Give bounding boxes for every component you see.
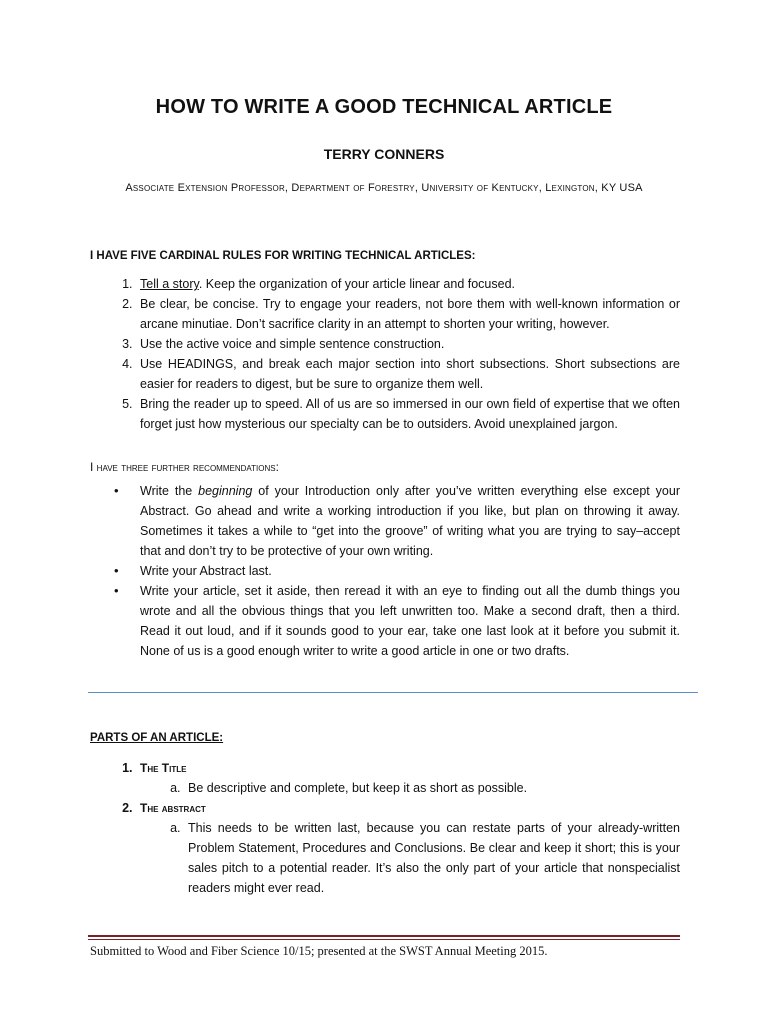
author-name: TERRY CONNERS bbox=[323, 146, 445, 162]
rule-text: Use HEADINGS, and break each major section into short subsections. Short subsections are easier for readers to digest, but be sure to organize them well. bbox=[140, 357, 680, 391]
rec-text: Write your article, set it aside, then reread it with an eye to finding out all the dumb things you wrote and all the obvious things that you left unwritten too. Make a second draft, then a third. Read it out loud, and if it sounds good to your ear, take one last look at it before you submit it. None of us is a good enough writer to write a good article in one or two drafts. bbox=[140, 584, 680, 658]
article-title: HOW TO WRITE A GOOD TECHNICAL ARTICLE bbox=[155, 96, 613, 118]
part-title: The Title bbox=[140, 761, 187, 775]
list-item bbox=[136, 758, 680, 798]
list-item bbox=[136, 334, 680, 354]
list-item bbox=[136, 274, 680, 294]
part-title: The abstract bbox=[140, 801, 206, 815]
list-item bbox=[136, 581, 680, 661]
sub-item-text: This needs to be written last, because you can restate parts of your already-written Problem Statement, Procedures and Conclusions. Be clear and keep it short; this is your sales pitch to a potential reader. It’s also the only part of your article that nonspecialist readers might ever read. bbox=[188, 821, 680, 895]
rule-text: Be clear, be concise. Try to engage your readers, not bore them with well-known information or arcane minutiae. Don’t sacrifice clarity in an attempt to shorten your writing, however. bbox=[140, 297, 680, 331]
rec-text: of your Introduction only after you’ve written everything else except your Abstract. Go ahead and write a working introduction if you like, but plan on throwing it away. Sometimes it takes a while to “get into the groove” of writing what you are trying to say–accept that and don’t try to be protective of your own writing. bbox=[140, 484, 680, 558]
rule-text: Bring the reader up to speed. All of us are so immersed in our own field of expertise that we often forget just how mysterious our specialty can be to outsiders. Avoid unexplained jargon. bbox=[140, 397, 680, 431]
recommendations-list bbox=[90, 481, 680, 661]
sub-list bbox=[140, 818, 680, 898]
recommendations-heading: I have three further recommendations: bbox=[90, 460, 279, 474]
list-item bbox=[136, 798, 680, 898]
rule-lead-text: Tell a story bbox=[140, 277, 199, 291]
rec-emphasis: beginning bbox=[198, 484, 253, 498]
sub-list bbox=[140, 778, 680, 798]
rule-text: . Keep the organization of your article linear and focused. bbox=[198, 277, 515, 291]
rec-text: Write your Abstract last. bbox=[140, 564, 272, 578]
sub-item-text: Be descriptive and complete, but keep it as short as possible. bbox=[188, 781, 528, 795]
sub-list-item bbox=[184, 778, 680, 798]
list-item bbox=[136, 354, 680, 394]
list-item bbox=[136, 294, 680, 334]
sub-list-item bbox=[184, 818, 680, 898]
list-item bbox=[136, 561, 680, 581]
author-affiliation: Associate Extension Professor, Department of Forestry, University of Kentucky, Lexington, KY USA bbox=[125, 182, 643, 194]
footer-rule-thick bbox=[88, 935, 680, 937]
rule-text: Use the active voice and simple sentence construction. bbox=[140, 337, 445, 351]
footer-note: Submitted to Wood and Fiber Science 10/15; presented at the SWST Annual Meeting 2015. bbox=[90, 944, 548, 958]
footer-rule-thin bbox=[88, 939, 680, 940]
parts-heading: PARTS OF AN ARTICLE: bbox=[90, 732, 224, 744]
rec-text: Write the bbox=[140, 484, 199, 498]
recommendations-section bbox=[90, 457, 680, 661]
cardinal-rules-section bbox=[90, 246, 680, 434]
cardinal-rules-list bbox=[90, 274, 680, 434]
parts-list bbox=[90, 758, 680, 898]
footer-rule bbox=[88, 935, 680, 940]
cardinal-rules-heading: I HAVE FIVE CARDINAL RULES FOR WRITING TECHNICAL ARTICLES: bbox=[90, 250, 476, 262]
list-item bbox=[136, 394, 680, 434]
section-divider bbox=[88, 692, 698, 693]
list-item bbox=[136, 481, 680, 561]
parts-section bbox=[90, 728, 680, 898]
